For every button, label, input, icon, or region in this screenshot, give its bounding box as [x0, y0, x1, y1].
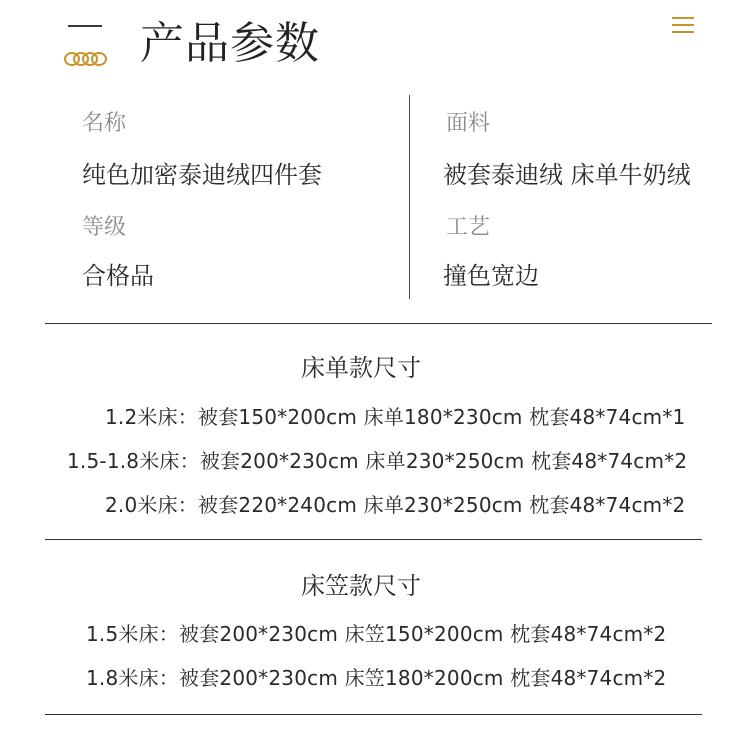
- fitted-section-title: 床笠款尺寸: [301, 572, 421, 600]
- param-label-grade: 等级: [82, 215, 127, 240]
- size-row: 1.5-1.8米床：被套200*230cm 床单230*250cm 枕套48*74cm*2: [67, 449, 688, 473]
- divider-2: [45, 539, 702, 540]
- product-params: [0, 95, 750, 300]
- param-value-name: 纯色加密泰迪绒四件套: [82, 161, 322, 189]
- size-row: 1.2米床：被套150*200cm 床单180*230cm 枕套48*74cm*1: [105, 405, 686, 429]
- size-row: 1.5米床：被套200*230cm 床笠150*200cm 枕套48*74cm*2: [86, 622, 667, 646]
- param-value-craft: 撞色宽边: [443, 262, 539, 290]
- sheet-section-title: 床单款尺寸: [301, 354, 421, 382]
- menu-icon[interactable]: [672, 16, 694, 34]
- divider-1: [45, 323, 712, 324]
- divider-3: [45, 714, 702, 715]
- param-label-craft: 工艺: [446, 215, 491, 240]
- vertical-divider: [409, 95, 410, 299]
- param-label-fabric: 面料: [446, 111, 491, 136]
- param-label-name: 名称: [82, 111, 127, 136]
- page-header: [0, 0, 750, 82]
- param-value-fabric: 被套泰迪绒 床单牛奶绒: [443, 161, 691, 189]
- rings-icon: [63, 50, 109, 68]
- param-value-grade: 合格品: [82, 262, 154, 290]
- size-row: 1.8米床：被套200*230cm 床笠180*200cm 枕套48*74cm*2: [86, 666, 667, 690]
- size-row: 2.0米床：被套220*240cm 床单230*250cm 枕套48*74cm*2: [105, 493, 686, 517]
- page-title: 产品参数: [140, 18, 320, 69]
- decorative-line: [68, 25, 102, 27]
